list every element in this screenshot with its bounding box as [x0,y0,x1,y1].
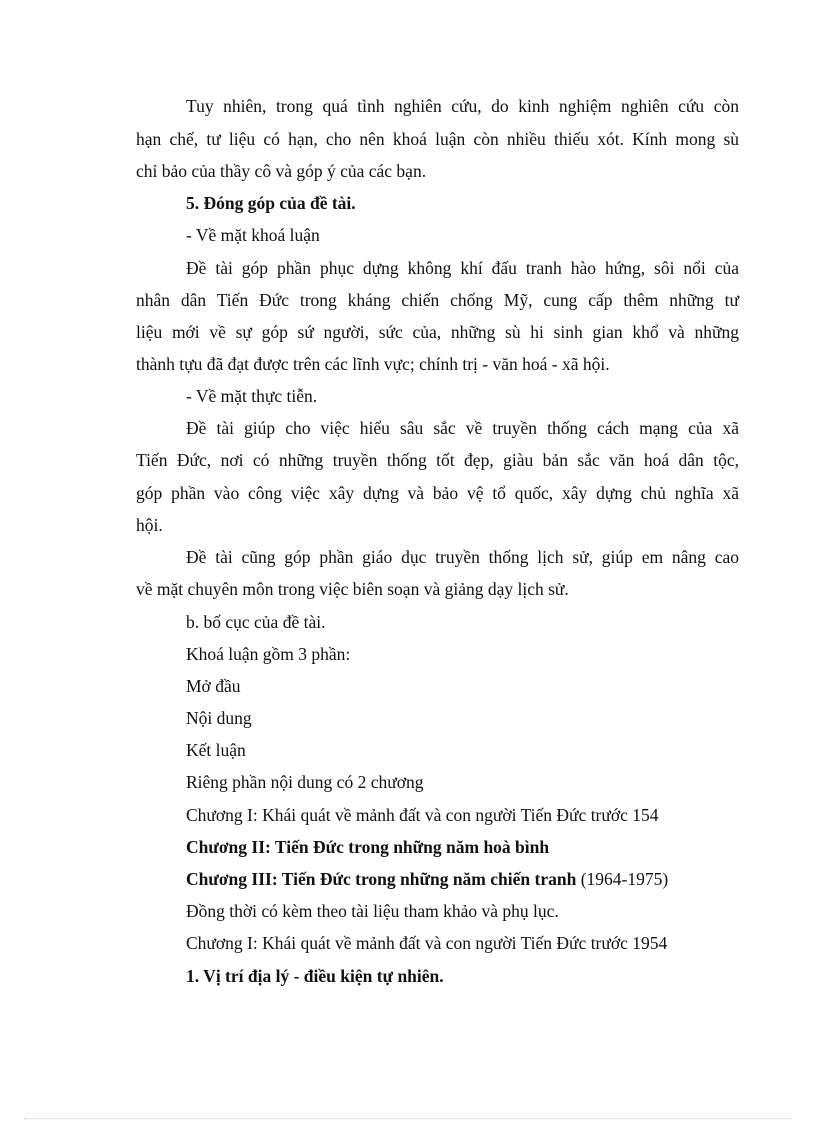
paragraph-line: về mặt chuyên môn trong việc biên soạn và giảng dạy lịch sử. [136,579,569,599]
paragraph-line: Đề tài giúp cho việc hiểu sâu sắc về truyền thống cách mạng của xã [186,418,739,438]
paragraph-line: Riêng phần nội dung có 2 chương [186,772,424,792]
paragraph-line: chỉ bảo của thầy cô và góp ý của các bạn. [136,161,427,181]
paragraph-line: hạn chế, tư liệu có hạn, cho nên khoá luận còn nhiều thiếu xót. Kính mong sù [136,129,739,149]
paragraph-line: Khoá luận gồm 3 phần: [186,644,351,664]
paragraph-line: thành tựu đã đạt được trên các lĩnh vực; chính trị - văn hoá - xã hội. [136,354,610,374]
chapter-line: Chương II: Tiến Đức trong những năm hoà bình [186,837,550,857]
paragraph-line: hội. [136,515,163,535]
page-bottom-divider [24,1118,792,1119]
paragraph-line: Đồng thời có kèm theo tài liệu tham khảo và phụ lục. [186,901,559,921]
paragraph-line: nhân dân Tiến Đức trong kháng chiến chống Mỹ, cung cấp thêm những tư [136,290,739,310]
paragraph-line: Đề tài góp phần phục dựng không khí đấu tranh hào hứng, sôi nổi của [186,258,739,278]
paragraph-line: Đề tài cũng góp phần giáo dục truyền thống lịch sử, giúp em nâng cao [186,547,739,567]
chapter-line [186,868,668,890]
subsection-label: - Về mặt khoá luận [186,225,320,245]
chapter-years: (1964-1975) [580,869,669,889]
paragraph-line: Tiến Đức, nơi có những truyền thống tốt đẹp, giàu bản sắc văn hoá dân tộc, [136,450,739,470]
section-heading: 1. Vị trí địa lý - điều kiện tự nhiên. [186,966,444,986]
list-item: Kết luận [186,740,246,760]
paragraph-line: Tuy nhiên, trong quá tình nghiên cứu, do kinh nghiệm nghiên cứu còn [186,96,739,116]
chapter-title: Chương III: Tiến Đức trong những năm chiến tranh [186,869,577,889]
list-item: Nội dung [186,708,252,728]
subsection-label: - Về mặt thực tiễn. [186,386,318,406]
section-heading: 5. Đóng góp của đề tài. [186,193,356,213]
subsection-label: b. bố cục của đề tài. [186,612,326,632]
paragraph-line: góp phần vào công việc xây dựng và bảo vệ tổ quốc, xây dựng chủ nghĩa xã [136,483,739,503]
paragraph-line: liệu mới về sự góp sứ người, sức của, những sù hi sinh gian khổ và những [136,322,739,342]
chapter-line: Chương I: Khái quát về mảnh đất và con người Tiến Đức trước 154 [186,805,659,825]
list-item: Mở đầu [186,676,241,696]
chapter-line: Chương I: Khái quát về mảnh đất và con người Tiến Đức trước 1954 [186,933,668,953]
